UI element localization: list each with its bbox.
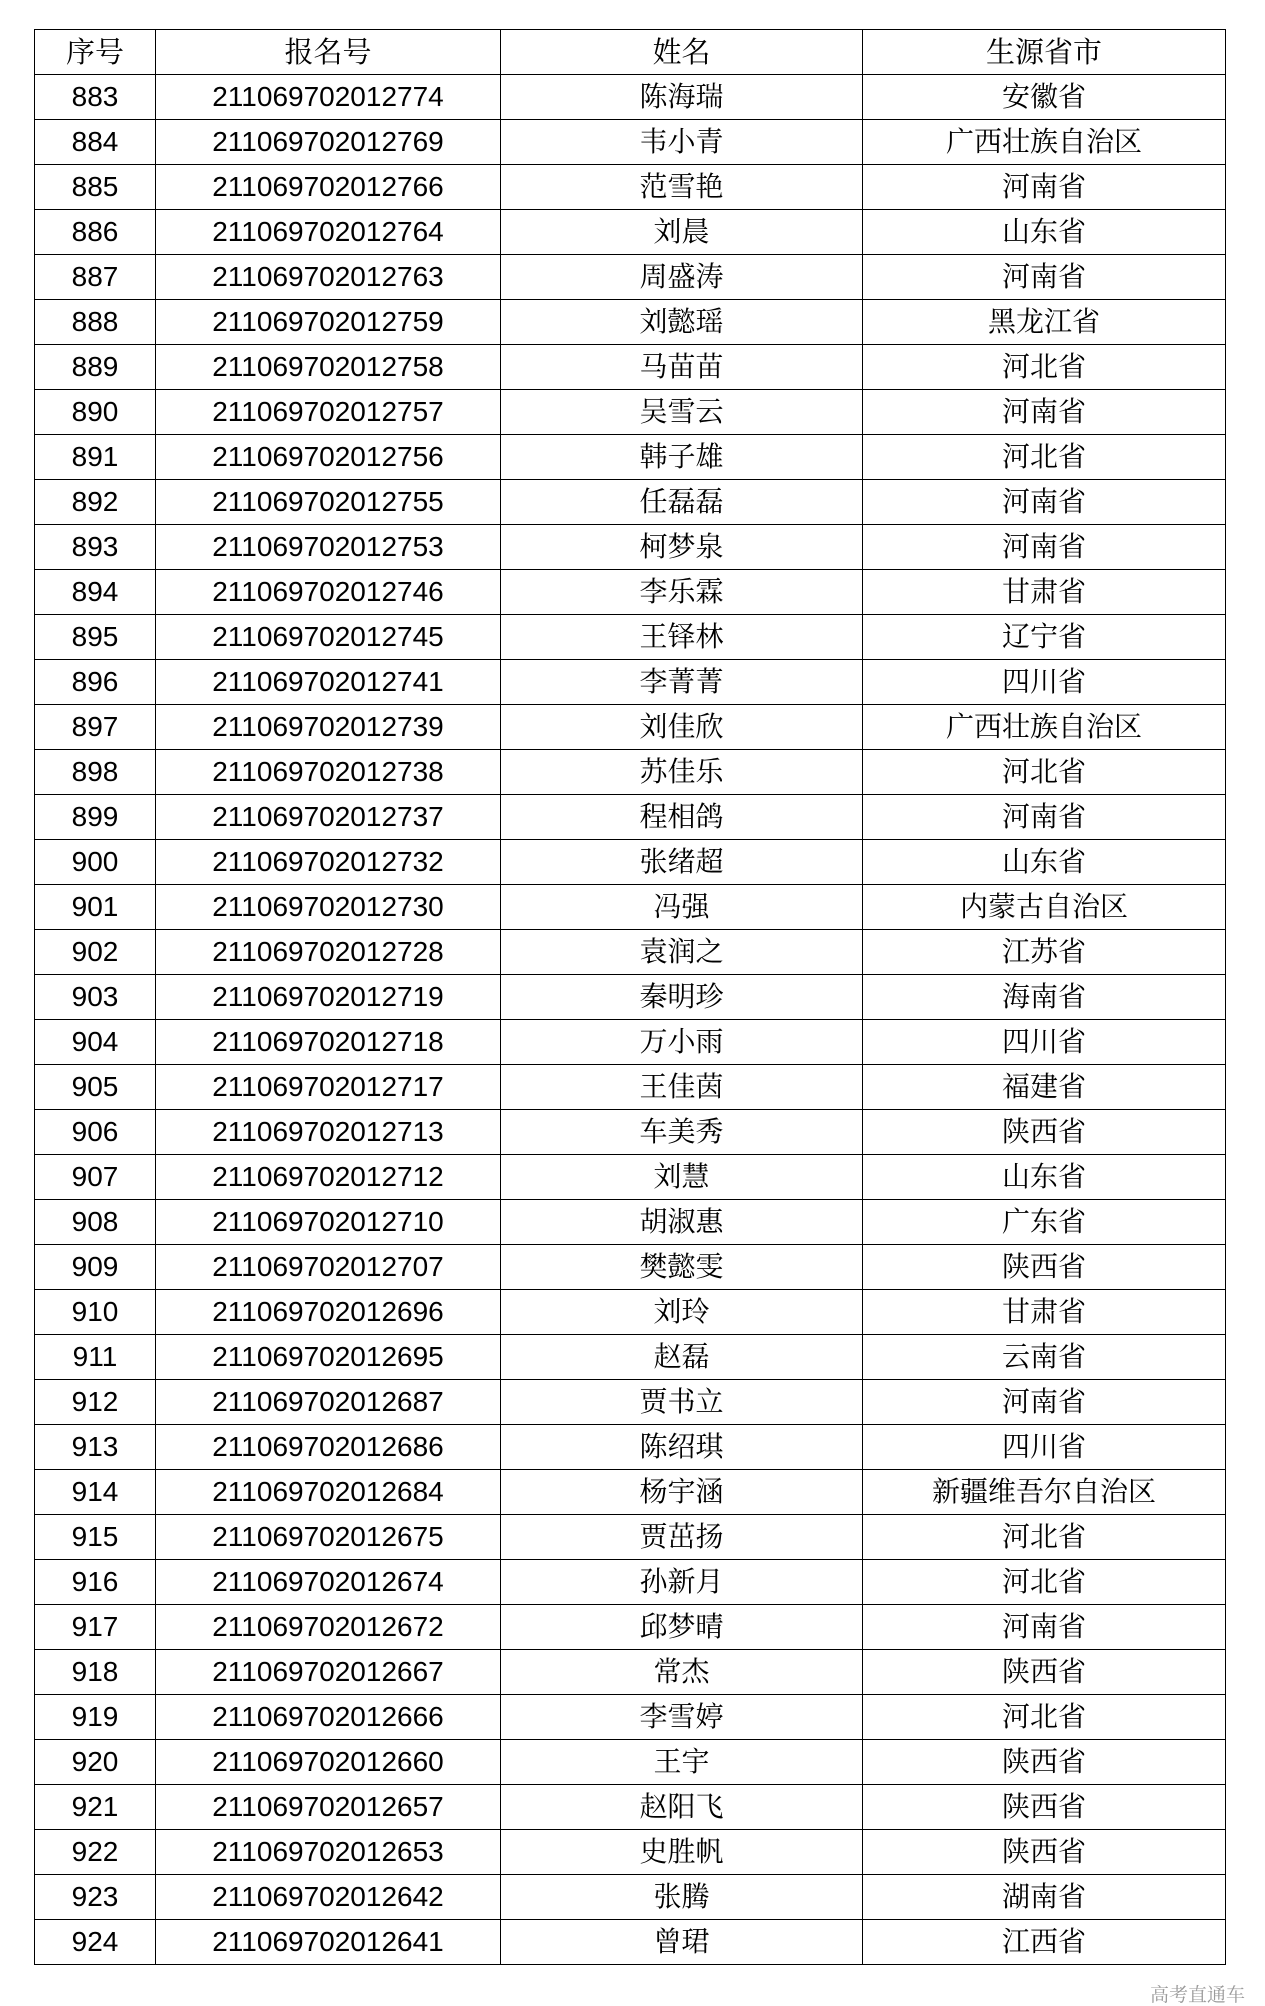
province-cell: 河南省: [863, 1605, 1226, 1650]
table-row: [35, 1515, 1226, 1560]
name-cell: 马苗苗: [501, 345, 863, 390]
registration-number-cell: 211069702012696: [156, 1290, 501, 1335]
registration-number-cell: 211069702012756: [156, 435, 501, 480]
registration-number-cell: 211069702012739: [156, 705, 501, 750]
table-row: [35, 1290, 1226, 1335]
serial-cell: 916: [35, 1560, 156, 1605]
table-row: [35, 1020, 1226, 1065]
registration-number-cell: 211069702012666: [156, 1695, 501, 1740]
registration-number-cell: 211069702012653: [156, 1830, 501, 1875]
serial-cell: 905: [35, 1065, 156, 1110]
table-row: [35, 615, 1226, 660]
registration-number-cell: 211069702012695: [156, 1335, 501, 1380]
serial-cell: 886: [35, 210, 156, 255]
registration-number-cell: 211069702012710: [156, 1200, 501, 1245]
province-cell: 广东省: [863, 1200, 1226, 1245]
province-cell: 河南省: [863, 1380, 1226, 1425]
name-cell: 王铎林: [501, 615, 863, 660]
registration-number-cell: 211069702012641: [156, 1920, 501, 1965]
header-serial: 序号: [35, 30, 156, 75]
province-cell: 湖南省: [863, 1875, 1226, 1920]
province-cell: 甘肃省: [863, 570, 1226, 615]
name-cell: 张绪超: [501, 840, 863, 885]
registration-number-cell: 211069702012774: [156, 75, 501, 120]
registration-number-cell: 211069702012672: [156, 1605, 501, 1650]
registration-number-cell: 211069702012642: [156, 1875, 501, 1920]
table-row: [35, 1830, 1226, 1875]
province-cell: 河北省: [863, 1515, 1226, 1560]
registration-number-cell: 211069702012764: [156, 210, 501, 255]
province-cell: 广西壮族自治区: [863, 120, 1226, 165]
name-cell: 刘晨: [501, 210, 863, 255]
registration-number-cell: 211069702012759: [156, 300, 501, 345]
province-cell: 陕西省: [863, 1245, 1226, 1290]
table-row: [35, 390, 1226, 435]
province-cell: 河北省: [863, 345, 1226, 390]
serial-cell: 885: [35, 165, 156, 210]
province-cell: 四川省: [863, 1425, 1226, 1470]
table-row: [35, 210, 1226, 255]
province-cell: 甘肃省: [863, 1290, 1226, 1335]
province-cell: 河北省: [863, 1695, 1226, 1740]
name-cell: 李菁菁: [501, 660, 863, 705]
name-cell: 车美秀: [501, 1110, 863, 1155]
province-cell: 河南省: [863, 255, 1226, 300]
province-cell: 四川省: [863, 1020, 1226, 1065]
name-cell: 任磊磊: [501, 480, 863, 525]
registration-number-cell: 211069702012667: [156, 1650, 501, 1695]
registration-number-cell: 211069702012674: [156, 1560, 501, 1605]
table-row: [35, 795, 1226, 840]
serial-cell: 883: [35, 75, 156, 120]
serial-cell: 904: [35, 1020, 156, 1065]
table-row: [35, 1920, 1226, 1965]
table-row: [35, 840, 1226, 885]
registration-number-cell: 211069702012675: [156, 1515, 501, 1560]
serial-cell: 890: [35, 390, 156, 435]
name-cell: 程相鸽: [501, 795, 863, 840]
table-row: [35, 660, 1226, 705]
serial-cell: 910: [35, 1290, 156, 1335]
serial-cell: 913: [35, 1425, 156, 1470]
registration-number-cell: 211069702012730: [156, 885, 501, 930]
province-cell: 云南省: [863, 1335, 1226, 1380]
header-name: 姓名: [501, 30, 863, 75]
table-row: [35, 885, 1226, 930]
serial-cell: 923: [35, 1875, 156, 1920]
registration-number-cell: 211069702012707: [156, 1245, 501, 1290]
serial-cell: 891: [35, 435, 156, 480]
serial-cell: 899: [35, 795, 156, 840]
name-cell: 陈海瑞: [501, 75, 863, 120]
name-cell: 樊懿雯: [501, 1245, 863, 1290]
registration-number-cell: 211069702012687: [156, 1380, 501, 1425]
serial-cell: 896: [35, 660, 156, 705]
table-row: [35, 120, 1226, 165]
name-cell: 刘懿瑶: [501, 300, 863, 345]
registration-number-cell: 211069702012758: [156, 345, 501, 390]
table-row: [35, 1785, 1226, 1830]
serial-cell: 902: [35, 930, 156, 975]
name-cell: 王佳茵: [501, 1065, 863, 1110]
name-cell: 秦明珍: [501, 975, 863, 1020]
name-cell: 常杰: [501, 1650, 863, 1695]
serial-cell: 915: [35, 1515, 156, 1560]
registration-number-cell: 211069702012717: [156, 1065, 501, 1110]
header-province: 生源省市: [863, 30, 1226, 75]
name-cell: 冯强: [501, 885, 863, 930]
table-row: [35, 480, 1226, 525]
name-cell: 柯梦泉: [501, 525, 863, 570]
name-cell: 刘玲: [501, 1290, 863, 1335]
table-row: [35, 75, 1226, 120]
table-row: [35, 1245, 1226, 1290]
table-row: [35, 1065, 1226, 1110]
registration-number-cell: 211069702012728: [156, 930, 501, 975]
table-row: [35, 1155, 1226, 1200]
name-cell: 刘慧: [501, 1155, 863, 1200]
serial-cell: 900: [35, 840, 156, 885]
name-cell: 周盛涛: [501, 255, 863, 300]
name-cell: 苏佳乐: [501, 750, 863, 795]
registration-number-cell: 211069702012753: [156, 525, 501, 570]
table-row: [35, 930, 1226, 975]
province-cell: 河南省: [863, 390, 1226, 435]
province-cell: 四川省: [863, 660, 1226, 705]
name-cell: 吴雪云: [501, 390, 863, 435]
table-row: [35, 975, 1226, 1020]
table-row: [35, 1110, 1226, 1155]
table-row: [35, 345, 1226, 390]
serial-cell: 888: [35, 300, 156, 345]
serial-cell: 918: [35, 1650, 156, 1695]
registration-number-cell: 211069702012713: [156, 1110, 501, 1155]
header-row: [35, 30, 1226, 75]
table-row: [35, 1335, 1226, 1380]
table-row: [35, 1560, 1226, 1605]
serial-cell: 903: [35, 975, 156, 1020]
serial-cell: 908: [35, 1200, 156, 1245]
table-row: [35, 300, 1226, 345]
registration-number-cell: 211069702012755: [156, 480, 501, 525]
registration-number-cell: 211069702012686: [156, 1425, 501, 1470]
name-cell: 李雪婷: [501, 1695, 863, 1740]
table-row: [35, 570, 1226, 615]
table-header: [35, 30, 1226, 75]
name-cell: 赵阳飞: [501, 1785, 863, 1830]
serial-cell: 897: [35, 705, 156, 750]
registration-number-cell: 211069702012769: [156, 120, 501, 165]
table-row: [35, 1695, 1226, 1740]
registration-number-cell: 211069702012757: [156, 390, 501, 435]
registration-number-cell: 211069702012657: [156, 1785, 501, 1830]
name-cell: 史胜帆: [501, 1830, 863, 1875]
serial-cell: 917: [35, 1605, 156, 1650]
name-cell: 邱梦晴: [501, 1605, 863, 1650]
name-cell: 张腾: [501, 1875, 863, 1920]
table-row: [35, 1875, 1226, 1920]
name-cell: 袁润之: [501, 930, 863, 975]
province-cell: 河南省: [863, 795, 1226, 840]
watermark: 高考直通车: [1149, 1984, 1245, 2006]
name-cell: 曾珺: [501, 1920, 863, 1965]
admission-roster-table: [34, 29, 1226, 1965]
serial-cell: 901: [35, 885, 156, 930]
name-cell: 范雪艳: [501, 165, 863, 210]
serial-cell: 920: [35, 1740, 156, 1785]
name-cell: 杨宇涵: [501, 1470, 863, 1515]
name-cell: 孙新月: [501, 1560, 863, 1605]
province-cell: 陕西省: [863, 1785, 1226, 1830]
table-row: [35, 1200, 1226, 1245]
name-cell: 陈绍琪: [501, 1425, 863, 1470]
serial-cell: 907: [35, 1155, 156, 1200]
serial-cell: 887: [35, 255, 156, 300]
name-cell: 李乐霖: [501, 570, 863, 615]
name-cell: 胡淑惠: [501, 1200, 863, 1245]
serial-cell: 914: [35, 1470, 156, 1515]
province-cell: 河北省: [863, 435, 1226, 480]
serial-cell: 895: [35, 615, 156, 660]
serial-cell: 892: [35, 480, 156, 525]
serial-cell: 912: [35, 1380, 156, 1425]
province-cell: 河南省: [863, 165, 1226, 210]
province-cell: 辽宁省: [863, 615, 1226, 660]
province-cell: 陕西省: [863, 1110, 1226, 1155]
serial-cell: 909: [35, 1245, 156, 1290]
name-cell: 韦小青: [501, 120, 863, 165]
serial-cell: 911: [35, 1335, 156, 1380]
province-cell: 内蒙古自治区: [863, 885, 1226, 930]
registration-number-cell: 211069702012718: [156, 1020, 501, 1065]
name-cell: 贾书立: [501, 1380, 863, 1425]
table-row: [35, 255, 1226, 300]
registration-number-cell: 211069702012660: [156, 1740, 501, 1785]
serial-cell: 894: [35, 570, 156, 615]
name-cell: 韩子雄: [501, 435, 863, 480]
province-cell: 海南省: [863, 975, 1226, 1020]
table-row: [35, 525, 1226, 570]
province-cell: 福建省: [863, 1065, 1226, 1110]
table-row: [35, 705, 1226, 750]
registration-number-cell: 211069702012745: [156, 615, 501, 660]
table-row: [35, 1470, 1226, 1515]
serial-cell: 921: [35, 1785, 156, 1830]
name-cell: 万小雨: [501, 1020, 863, 1065]
name-cell: 赵磊: [501, 1335, 863, 1380]
registration-number-cell: 211069702012719: [156, 975, 501, 1020]
province-cell: 陕西省: [863, 1650, 1226, 1695]
table-row: [35, 1740, 1226, 1785]
province-cell: 山东省: [863, 210, 1226, 255]
table-body: [35, 75, 1226, 1965]
registration-number-cell: 211069702012732: [156, 840, 501, 885]
serial-cell: 924: [35, 1920, 156, 1965]
name-cell: 贾茁扬: [501, 1515, 863, 1560]
serial-cell: 919: [35, 1695, 156, 1740]
serial-cell: 906: [35, 1110, 156, 1155]
province-cell: 陕西省: [863, 1830, 1226, 1875]
table-row: [35, 750, 1226, 795]
table-row: [35, 1605, 1226, 1650]
province-cell: 陕西省: [863, 1740, 1226, 1785]
registration-number-cell: 211069702012737: [156, 795, 501, 840]
province-cell: 河北省: [863, 1560, 1226, 1605]
province-cell: 安徽省: [863, 75, 1226, 120]
serial-cell: 898: [35, 750, 156, 795]
registration-number-cell: 211069702012712: [156, 1155, 501, 1200]
header-registration-number: 报名号: [156, 30, 501, 75]
serial-cell: 884: [35, 120, 156, 165]
serial-cell: 893: [35, 525, 156, 570]
province-cell: 河南省: [863, 525, 1226, 570]
province-cell: 河南省: [863, 480, 1226, 525]
province-cell: 江西省: [863, 1920, 1226, 1965]
table-row: [35, 1425, 1226, 1470]
registration-number-cell: 211069702012746: [156, 570, 501, 615]
name-cell: 王宇: [501, 1740, 863, 1785]
table-row: [35, 165, 1226, 210]
registration-number-cell: 211069702012766: [156, 165, 501, 210]
registration-number-cell: 211069702012741: [156, 660, 501, 705]
table-row: [35, 1650, 1226, 1695]
serial-cell: 922: [35, 1830, 156, 1875]
registration-number-cell: 211069702012763: [156, 255, 501, 300]
serial-cell: 889: [35, 345, 156, 390]
table-row: [35, 1380, 1226, 1425]
province-cell: 黑龙江省: [863, 300, 1226, 345]
province-cell: 新疆维吾尔自治区: [863, 1470, 1226, 1515]
province-cell: 河北省: [863, 750, 1226, 795]
name-cell: 刘佳欣: [501, 705, 863, 750]
province-cell: 江苏省: [863, 930, 1226, 975]
province-cell: 山东省: [863, 1155, 1226, 1200]
table-row: [35, 435, 1226, 480]
registration-number-cell: 211069702012684: [156, 1470, 501, 1515]
province-cell: 山东省: [863, 840, 1226, 885]
province-cell: 广西壮族自治区: [863, 705, 1226, 750]
registration-number-cell: 211069702012738: [156, 750, 501, 795]
